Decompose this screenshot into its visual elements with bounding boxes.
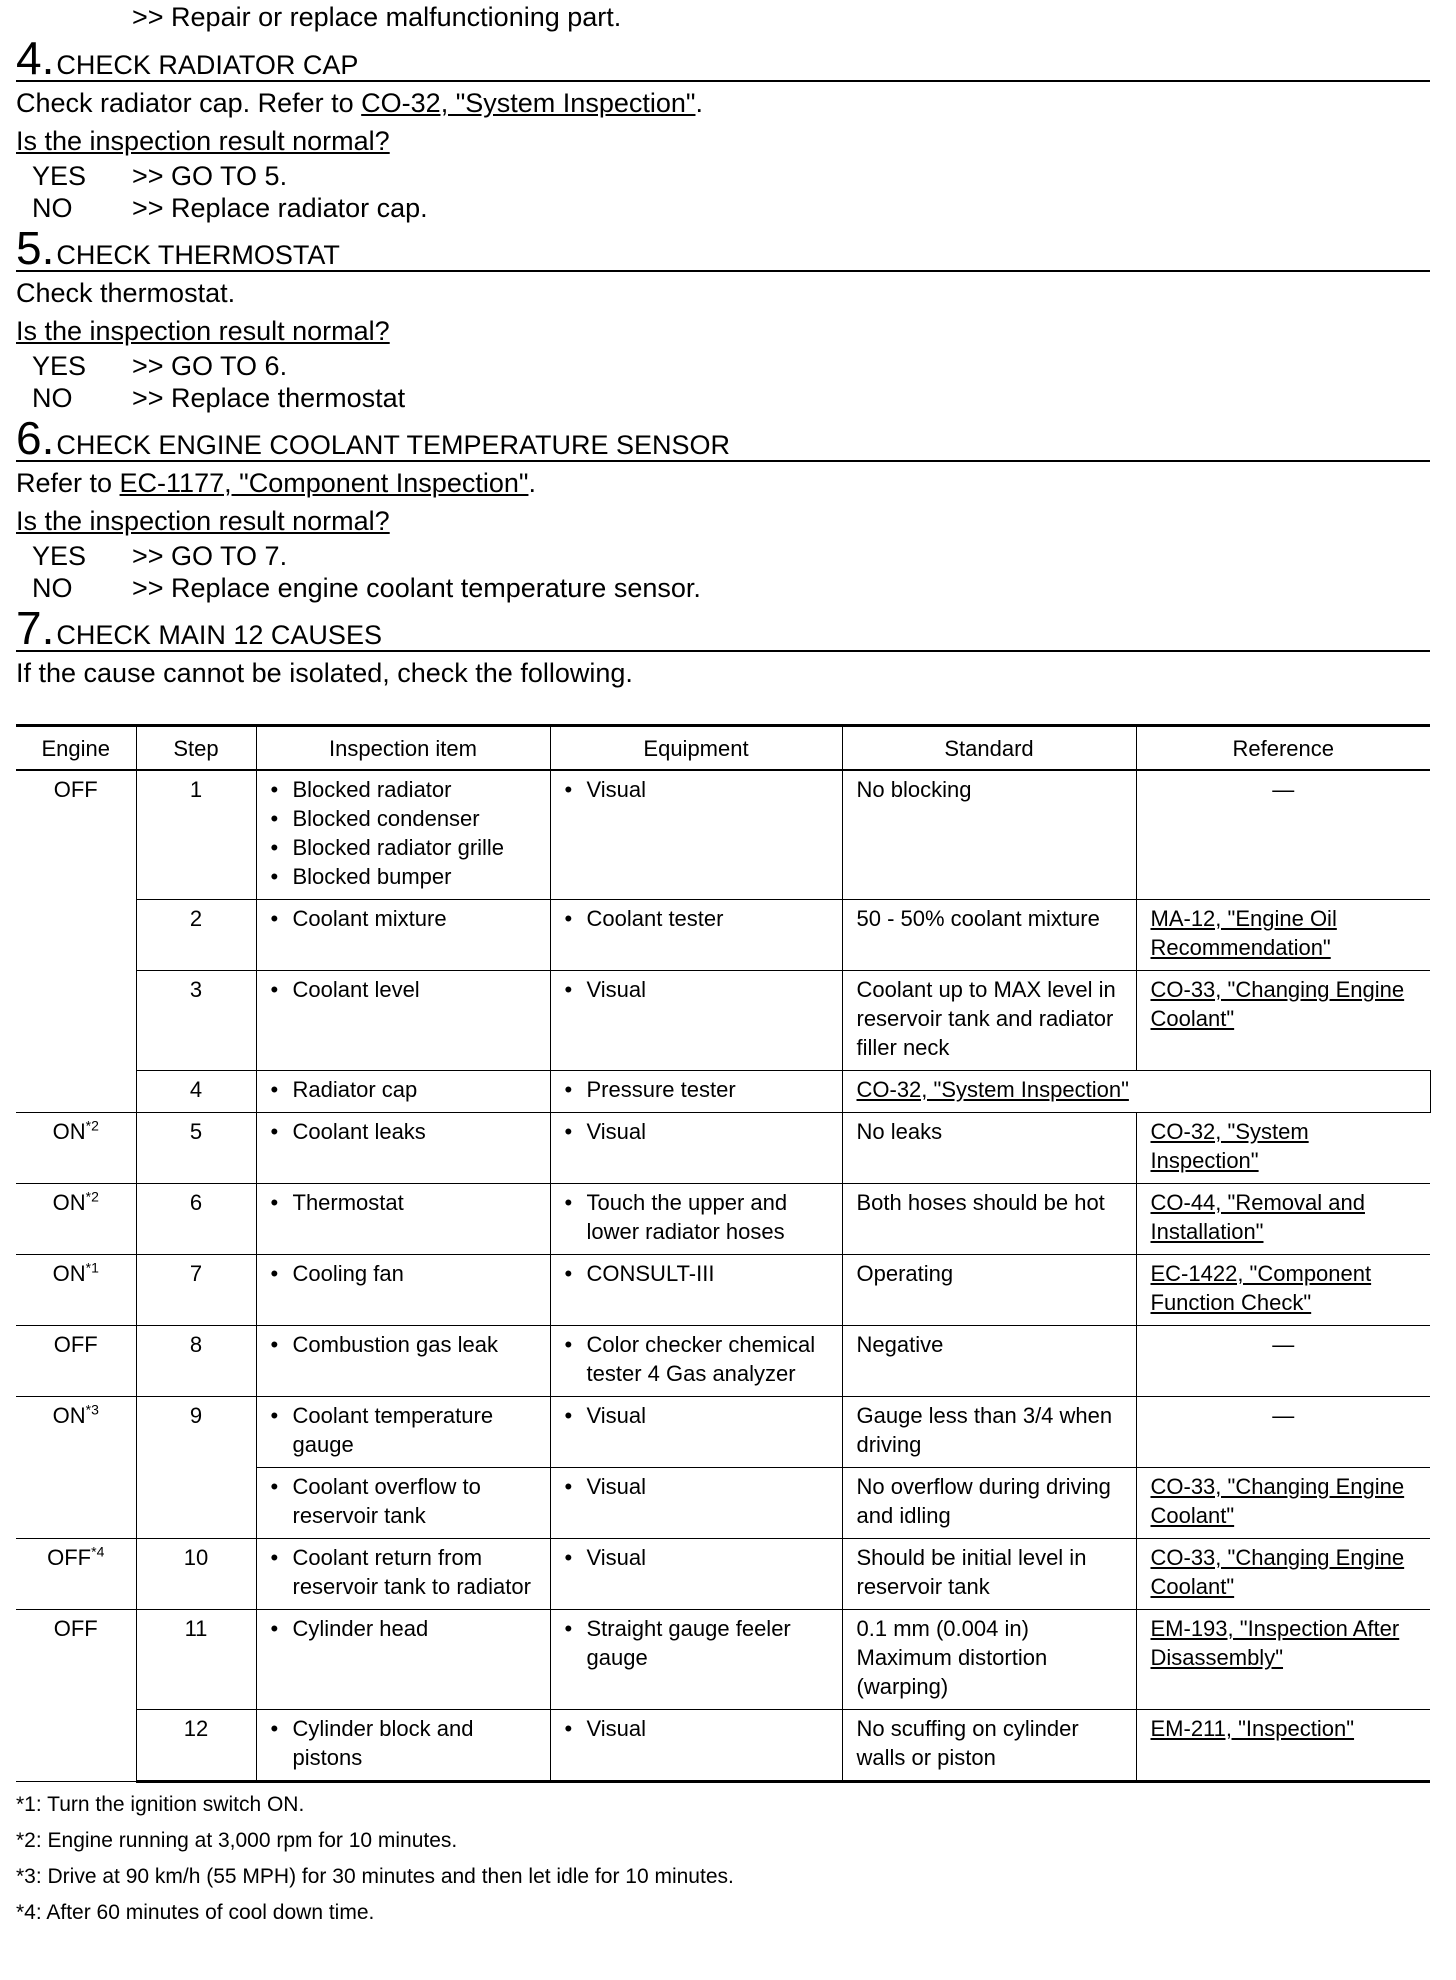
inspection-item-cell	[256, 1184, 550, 1255]
equipment-cell	[550, 971, 842, 1071]
equipment-cell	[550, 1539, 842, 1610]
inspection-item-list	[271, 1075, 536, 1104]
equipment-item: • Touch the upper and lower radiator hoses	[565, 1188, 828, 1246]
inspection-item: • Coolant mixture	[271, 904, 536, 933]
step-5-section	[16, 222, 1430, 414]
inspection-item-cell	[256, 900, 550, 971]
reference-cell	[1136, 1184, 1430, 1255]
standard-cell: 50 - 50% coolant mixture	[842, 900, 1136, 971]
header-reference: Reference	[1136, 726, 1430, 771]
table-row	[16, 1539, 1430, 1610]
step-cell: 1	[136, 770, 256, 900]
reference-cell: —	[1136, 1326, 1430, 1397]
main-causes-table	[16, 724, 1431, 1783]
step-4-section	[16, 32, 1430, 224]
inspection-question: Is the inspection result normal?	[16, 126, 390, 156]
step-cell: 6	[136, 1184, 256, 1255]
reference-cell	[1136, 1710, 1430, 1782]
equipment-cell	[550, 1071, 842, 1113]
equipment-item: • Visual	[565, 975, 828, 1004]
inspection-item-list	[271, 1543, 536, 1601]
reference-link[interactable]: CO-33, "Changing Engine Coolant"	[1150, 1545, 1405, 1599]
engine-state: OFF	[53, 1616, 98, 1641]
yes-action: >> GO TO 7.	[132, 541, 288, 571]
table-row	[16, 1255, 1430, 1326]
engine-cell	[16, 1184, 136, 1255]
inspection-item: • Blocked condenser	[271, 804, 536, 833]
inspection-item: • Cylinder head	[271, 1614, 536, 1643]
step-body: Check thermostat.	[16, 278, 236, 308]
equipment-cell	[550, 1255, 842, 1326]
reference-cell	[1136, 971, 1430, 1071]
table-row	[16, 1710, 1430, 1782]
reference-cell	[1136, 900, 1430, 971]
equipment-item-list	[565, 975, 828, 1004]
yes-branch	[16, 160, 1430, 192]
step-number: 6.	[16, 412, 55, 464]
step-title: CHECK MAIN 12 CAUSES	[56, 620, 382, 650]
equipment-item-list	[565, 1117, 828, 1146]
engine-state: ON	[52, 1261, 86, 1286]
step-cell: 11	[136, 1610, 256, 1710]
inspection-item-list	[271, 1401, 536, 1459]
footnote: *1: Turn the ignition switch ON.	[16, 1793, 305, 1816]
standard-cell: Operating	[842, 1255, 1136, 1326]
equipment-item: • Color checker chemical tester 4 Gas analyzer	[565, 1330, 828, 1388]
inspection-item-cell	[256, 971, 550, 1071]
yes-label: YES	[32, 351, 87, 381]
engine-footnote-ref: *2	[85, 1188, 99, 1205]
body-text: Refer to	[16, 468, 120, 498]
inspection-item: • Cooling fan	[271, 1259, 536, 1288]
equipment-item-list	[565, 1401, 828, 1430]
inspection-item: • Coolant level	[271, 975, 536, 1004]
inspection-item: • Coolant temperature gauge	[271, 1401, 536, 1459]
step-number: 5.	[16, 222, 55, 274]
inspection-item-cell	[256, 1071, 550, 1113]
reference-link[interactable]: CO-32, "System Inspection"	[361, 88, 696, 118]
engine-state: OFF	[53, 1332, 98, 1357]
inspection-item: • Coolant leaks	[271, 1117, 536, 1146]
equipment-item-list	[565, 1543, 828, 1572]
step-heading	[16, 32, 1430, 84]
equipment-item-list	[565, 1330, 828, 1388]
equipment-cell	[550, 1710, 842, 1782]
no-action: >> Replace radiator cap.	[132, 193, 428, 223]
equipment-item: • Visual	[565, 1714, 828, 1743]
equipment-item-list	[565, 1614, 828, 1672]
inspection-item: • Blocked radiator	[271, 775, 536, 804]
table-row	[16, 1113, 1430, 1184]
reference-link[interactable]: EM-193, "Inspection After Disassembly"	[1150, 1616, 1400, 1670]
inspection-item-list	[271, 775, 536, 891]
step-cell: 5	[136, 1113, 256, 1184]
header-standard: Standard	[842, 726, 1136, 771]
table-row	[16, 1071, 1430, 1113]
table-body	[16, 770, 1430, 1782]
inspection-item: • Radiator cap	[271, 1075, 536, 1104]
equipment-item: • Coolant tester	[565, 904, 828, 933]
step-cell: 7	[136, 1255, 256, 1326]
equipment-cell	[550, 1610, 842, 1710]
engine-state: ON	[52, 1119, 86, 1144]
reference-link[interactable]: EC-1422, "Component Function Check"	[1150, 1261, 1372, 1315]
no-branch	[16, 572, 1430, 604]
engine-state: OFF	[47, 1545, 92, 1570]
engine-cell	[16, 1255, 136, 1326]
inspection-item: • Blocked radiator grille	[271, 833, 536, 862]
standard-reference-cell	[842, 1071, 1430, 1113]
body-text-end: .	[695, 88, 703, 118]
inspection-item-cell	[256, 1113, 550, 1184]
standard-cell: No overflow during driving and idling	[842, 1468, 1136, 1539]
inspection-item-list	[271, 1259, 536, 1288]
table-header-row	[16, 726, 1430, 771]
yes-action: >> GO TO 5.	[132, 161, 288, 191]
step-cell: 4	[136, 1071, 256, 1113]
header-engine: Engine	[16, 726, 136, 771]
engine-cell	[16, 1113, 136, 1184]
inspection-item: • Cylinder block and pistons	[271, 1714, 536, 1772]
equipment-item: • Visual	[565, 1543, 828, 1572]
equipment-item: • Visual	[565, 1117, 828, 1146]
step-6-section	[16, 412, 1430, 604]
inspection-item-cell	[256, 770, 550, 900]
standard-cell: Gauge less than 3/4 when driving	[842, 1397, 1136, 1468]
reference-cell	[1136, 1610, 1430, 1710]
inspection-item: • Coolant overflow to reservoir tank	[271, 1472, 536, 1530]
footnote: *4: After 60 minutes of cool down time.	[16, 1901, 375, 1924]
table-row	[16, 1326, 1430, 1397]
reference-link[interactable]: CO-33, "Changing Engine Coolant"	[1150, 1474, 1405, 1528]
equipment-item: • Visual	[565, 1401, 828, 1430]
equipment-cell	[550, 1113, 842, 1184]
inspection-item-cell	[256, 1326, 550, 1397]
inspection-item-cell	[256, 1397, 550, 1468]
reference-cell	[1136, 1255, 1430, 1326]
engine-cell	[16, 1610, 136, 1782]
equipment-cell	[550, 1397, 842, 1468]
equipment-item: • Pressure tester	[565, 1075, 828, 1104]
inspection-item-list	[271, 1117, 536, 1146]
no-branch	[16, 382, 1430, 414]
reference-link[interactable]: CO-32, "System Inspection"	[856, 1077, 1129, 1102]
equipment-item-list	[565, 904, 828, 933]
equipment-item-list	[565, 1075, 828, 1104]
equipment-cell	[550, 900, 842, 971]
body-text: Check radiator cap. Refer to	[16, 88, 362, 118]
equipment-item: • Straight gauge feeler gauge	[565, 1614, 828, 1672]
no-branch	[16, 192, 1430, 224]
table-row	[16, 1397, 1430, 1468]
reference-link[interactable]: EM-211, "Inspection"	[1150, 1716, 1355, 1741]
equipment-item-list	[565, 775, 828, 804]
inspection-item: • Thermostat	[271, 1188, 536, 1217]
reference-cell	[1136, 1539, 1430, 1610]
reference-link[interactable]: CO-32, "System Inspection"	[1150, 1119, 1309, 1173]
reference-cell	[1136, 1113, 1430, 1184]
step-body	[16, 464, 1430, 502]
standard-cell: No scuffing on cylinder walls or piston	[842, 1710, 1136, 1782]
standard-cell: Both hoses should be hot	[842, 1184, 1136, 1255]
step-cell: 3	[136, 971, 256, 1071]
yes-branch	[16, 540, 1430, 572]
inspection-item-cell	[256, 1610, 550, 1710]
engine-cell	[16, 1539, 136, 1610]
no-label: NO	[32, 573, 73, 603]
inspection-item-cell	[256, 1539, 550, 1610]
equipment-item-list	[565, 1714, 828, 1743]
step-body: If the cause cannot be isolated, check the following.	[16, 658, 633, 688]
engine-footnote-ref: *3	[85, 1401, 99, 1418]
repair-instruction: >> Repair or replace malfunctioning part.	[132, 2, 622, 32]
table-row	[16, 900, 1430, 971]
engine-state: ON	[52, 1403, 86, 1428]
standard-cell: 0.1 mm (0.004 in) Maximum distortion (warping)	[842, 1610, 1136, 1710]
step-title: CHECK RADIATOR CAP	[56, 50, 359, 80]
equipment-cell	[550, 1326, 842, 1397]
no-action: >> Replace engine coolant temperature sensor.	[132, 573, 701, 603]
step-number: 4.	[16, 32, 55, 84]
reference-link[interactable]: EC-1177, "Component Inspection"	[119, 468, 529, 498]
standard-cell: No leaks	[842, 1113, 1136, 1184]
inspection-item-list	[271, 975, 536, 1004]
no-action: >> Replace thermostat	[132, 383, 406, 413]
inspection-item-cell	[256, 1468, 550, 1539]
engine-footnote-ref: *4	[91, 1543, 105, 1560]
table-row	[16, 1184, 1430, 1255]
inspection-item: • Combustion gas leak	[271, 1330, 536, 1359]
equipment-cell	[550, 1468, 842, 1539]
step-title: CHECK THERMOSTAT	[56, 240, 340, 270]
equipment-item: • CONSULT-III	[565, 1259, 828, 1288]
table-row	[16, 971, 1430, 1071]
inspection-item: • Blocked bumper	[271, 862, 536, 891]
inspection-item-cell	[256, 1255, 550, 1326]
inspection-question: Is the inspection result normal?	[16, 316, 390, 346]
inspection-question: Is the inspection result normal?	[16, 506, 390, 536]
reference-cell: —	[1136, 770, 1430, 900]
equipment-item: • Visual	[565, 775, 828, 804]
footnote: *3: Drive at 90 km/h (55 MPH) for 30 minutes and then let idle for 10 minutes.	[16, 1865, 734, 1888]
inspection-item-list	[271, 1330, 536, 1359]
inspection-item-list	[271, 904, 536, 933]
equipment-item-list	[565, 1188, 828, 1246]
header-step: Step	[136, 726, 256, 771]
step-heading	[16, 412, 1430, 464]
step-cell: 9	[136, 1397, 256, 1539]
reference-cell: —	[1136, 1397, 1430, 1468]
yes-action: >> GO TO 6.	[132, 351, 288, 381]
body-text-end: .	[528, 468, 536, 498]
step-cell: 2	[136, 900, 256, 971]
inspection-item-list	[271, 1614, 536, 1643]
inspection-item-list	[271, 1472, 536, 1530]
no-label: NO	[32, 193, 73, 223]
equipment-item-list	[565, 1472, 828, 1501]
header-equipment: Equipment	[550, 726, 842, 771]
document-page	[16, 0, 1430, 1931]
equipment-cell	[550, 1184, 842, 1255]
inspection-item-list	[271, 1188, 536, 1217]
engine-cell	[16, 1397, 136, 1539]
standard-cell: No blocking	[842, 770, 1136, 900]
step-heading	[16, 602, 1430, 654]
engine-state: ON	[52, 1190, 86, 1215]
engine-cell	[16, 1326, 136, 1397]
step-cell: 10	[136, 1539, 256, 1610]
equipment-item-list	[565, 1259, 828, 1288]
step-cell: 8	[136, 1326, 256, 1397]
reference-link[interactable]: MA-12, "Engine Oil Recommendation"	[1150, 906, 1337, 960]
standard-cell: Coolant up to MAX level in reservoir tank and radiator filler neck	[842, 971, 1136, 1071]
yes-label: YES	[32, 541, 87, 571]
equipment-item: • Visual	[565, 1472, 828, 1501]
table-row	[16, 770, 1430, 900]
inspection-item: • Coolant return from reservoir tank to radiator	[271, 1543, 536, 1601]
engine-state: OFF	[53, 777, 98, 802]
step-number: 7.	[16, 602, 55, 654]
inspection-item-list	[271, 1714, 536, 1772]
inspection-item-cell	[256, 1710, 550, 1782]
step-7-section	[16, 602, 1430, 692]
yes-label: YES	[32, 161, 87, 191]
standard-cell: Should be initial level in reservoir tank	[842, 1539, 1136, 1610]
reference-link[interactable]: CO-33, "Changing Engine Coolant"	[1150, 977, 1405, 1031]
engine-cell	[16, 770, 136, 1113]
equipment-cell	[550, 770, 842, 900]
step-cell: 12	[136, 1710, 256, 1782]
reference-cell	[1136, 1468, 1430, 1539]
footnotes	[16, 1787, 1430, 1931]
reference-link[interactable]: CO-44, "Removal and Installation"	[1150, 1190, 1365, 1244]
engine-footnote-ref: *2	[85, 1117, 99, 1134]
engine-footnote-ref: *1	[85, 1259, 99, 1276]
standard-cell: Negative	[842, 1326, 1136, 1397]
step-heading	[16, 222, 1430, 274]
footnote: *2: Engine running at 3,000 rpm for 10 minutes.	[16, 1829, 458, 1852]
header-inspection-item: Inspection item	[256, 726, 550, 771]
step-title: CHECK ENGINE COOLANT TEMPERATURE SENSOR	[56, 430, 730, 460]
table-row	[16, 1610, 1430, 1710]
yes-branch	[16, 350, 1430, 382]
step-body	[16, 84, 1430, 122]
no-label: NO	[32, 383, 73, 413]
